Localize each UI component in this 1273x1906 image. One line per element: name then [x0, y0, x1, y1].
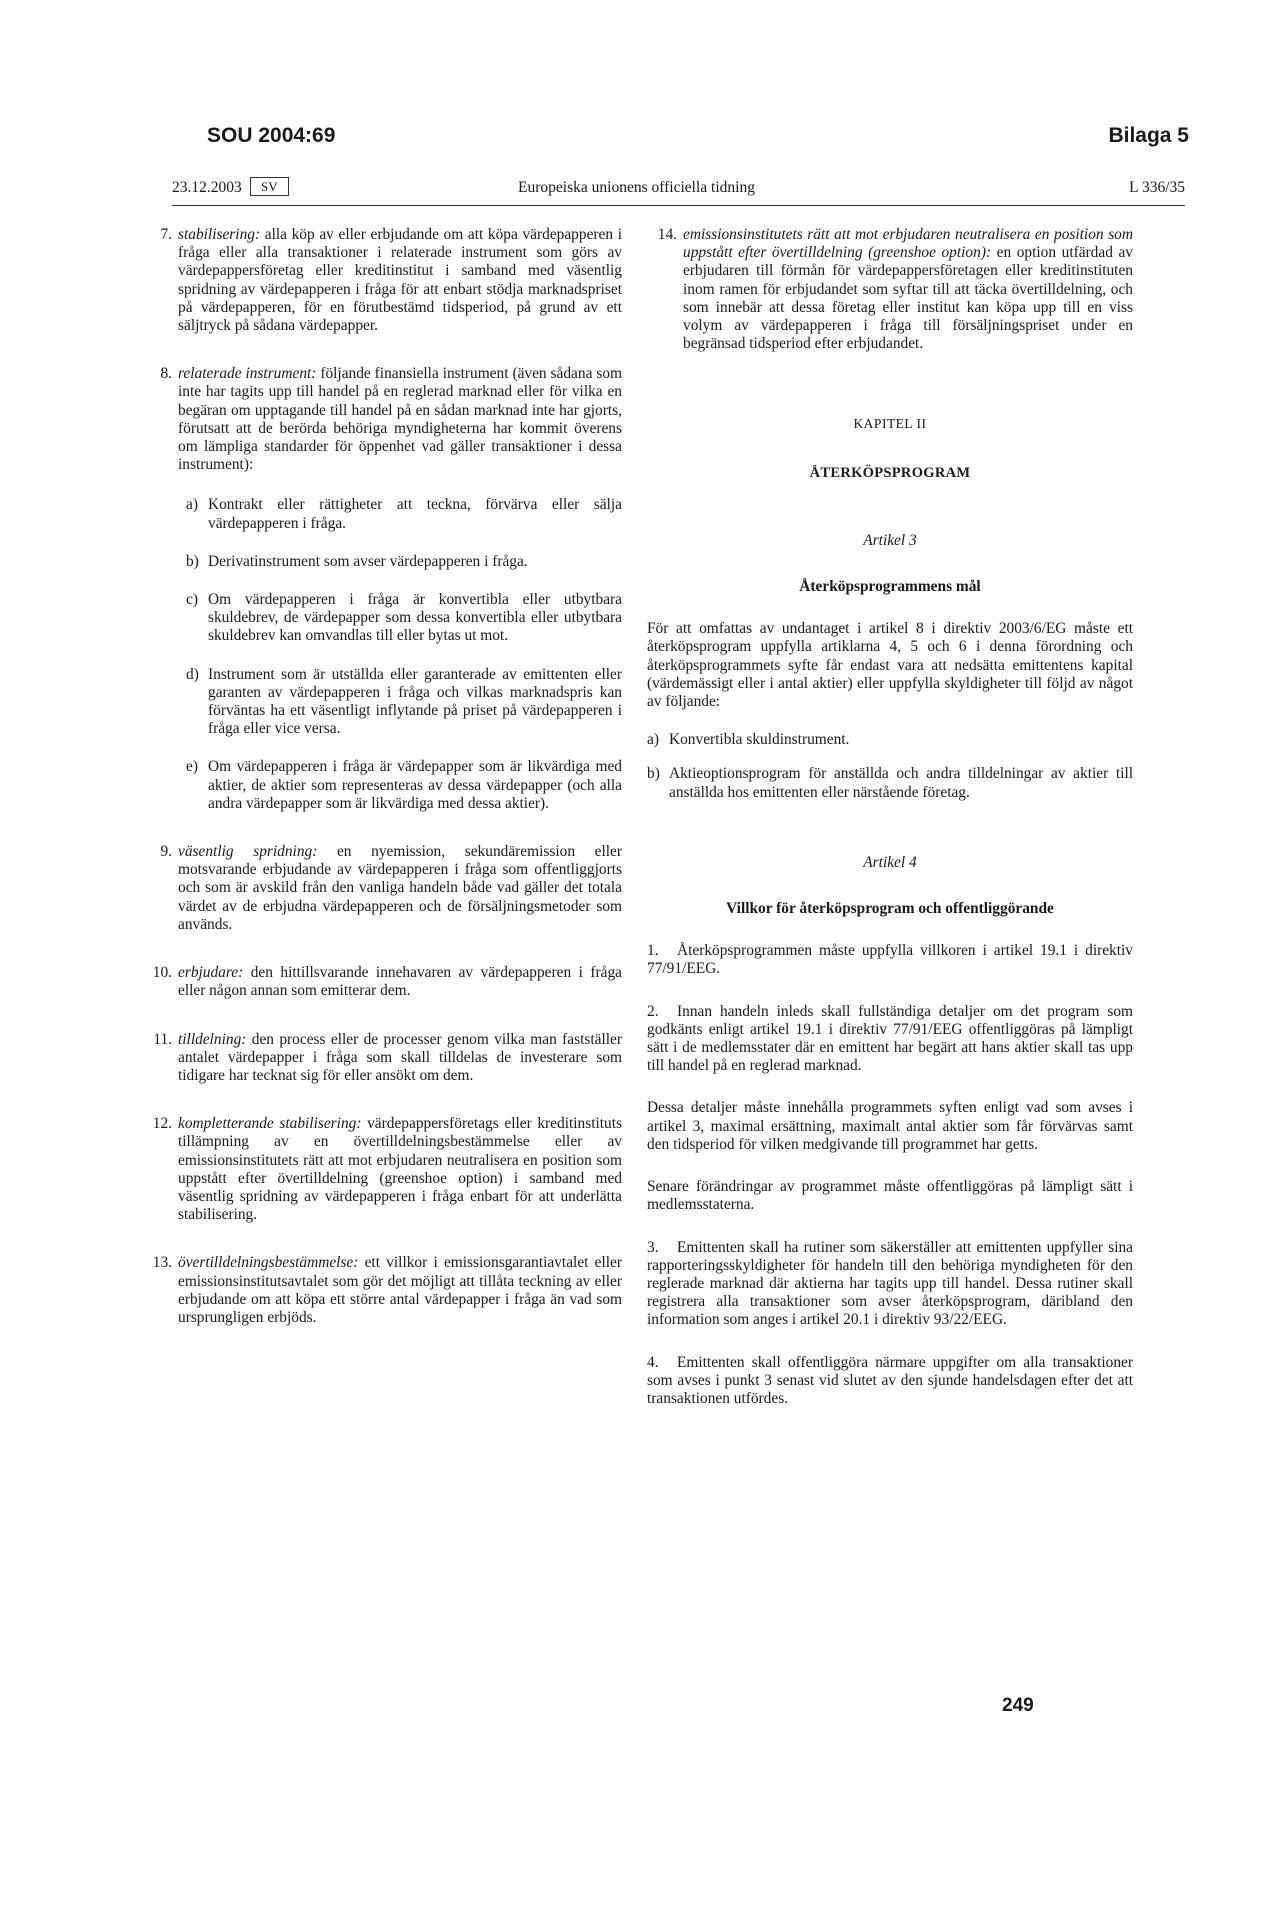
definition-term: stabilisering: [178, 226, 261, 243]
list-item: b) Aktieoptionsprogram för anställda och andra tilldelningar av aktier till anställda hos emittenten eller närstående företag. [647, 765, 1133, 801]
definition-11: 11. tilldelning: den process eller de processer genom vilka man fastställer antalet värdepapper i fråga som skall tilldelas de investerare som tidigare har tecknat sig för eller ansökt om dem. [153, 1030, 622, 1084]
right-column [647, 226, 1133, 1428]
definition-term: relaterade instrument: [178, 365, 317, 383]
article-4-paragraph: 3. Emittenten skall ha rutiner som säkerställer att emittenten uppfyller sina rapporteringsskyldigheter för handeln till den behöriga myndigheten för den reglerade marknad där aktierna har tagits upp till handel. Dessa rutiner skall registrera alla transaktioner som avser återköpsprogram, däribland den information som anges i artikel 20.1 i direktiv 93/22/EEG. [647, 1238, 1133, 1329]
list-item: a) Konvertibla skuldinstrument. [647, 731, 850, 749]
definition-7: 7. stabilisering: alla köp av eller erbjudande om att köpa värdepapperen i fråga eller alla transaktioner i relaterade instrument som görs av värdepappersföretag eller kreditinstitut i samband med väsentlig spridning av värdepapperen i fråga för att enbart stödja marknadspriset på värdepapperen, för en förutbestämd tidsperiod, på grund av ett säljtryck på sådana värdepapper. [160, 226, 622, 335]
language-badge: SV [250, 177, 289, 196]
article-4-paragraph: 1. Återköpsprogrammen måste uppfylla villkoren i artikel 19.1 i direktiv 77/91/EEG. [647, 942, 1133, 978]
article-3-text: För att omfattas av undantaget i artikel 8 i direktiv 2003/6/EG måste ett återköpsprogram uppfylla artiklarna 4, 5 och 6 i denna förordning och återköpsprogrammets syfte får endast vara att nedsätta emittentens kapital (värdemässigt eller i antal aktier) eller uppfylla skyldigheter till följd av något av följande: [647, 620, 1133, 711]
article-4-paragraph: Senare förändringar av programmet måste offentliggöras på lämpligt sätt i medlemsstaterna. [647, 1178, 1133, 1214]
list-item: d) Instrument som är utställda eller garanterade av emittenten eller garanten av värdepapperen i fråga och vilkas marknadspris kan förväntas ha ett väsentligt inflytande på priset på värdepapperen i fråga eller vice versa. [186, 665, 622, 738]
definition-term: emissionsinstitutets rätt att mot erbjudaren neutralisera en position som uppstått efter övertilldelning (greenshoe option): [683, 226, 1133, 262]
definition-term: kompletterande stabilisering: [178, 1115, 362, 1133]
article-4-paragraph: 2. Innan handeln inleds skall fullständiga detaljer om det program som godkänts enligt artikel 19.1 i direktiv 77/91/EEG offentliggöras på lämpligt sätt i de medlemsstater där en emittent har begärt att hans aktier skall tas upp till handel på en reglerad marknad. [647, 1002, 1133, 1075]
definition-term: erbjudare: [178, 964, 244, 982]
definition-14: 14. emissionsinstitutets rätt att mot erbjudaren neutralisera en position som uppstått efter övertilldelning (greenshoe option): en option utfärdad av erbjudaren till förmån för värdepappersföretagen eller kreditinstituten inom ramen för erbjudandet som syftar till att täcka övertilldelning, och som innebär att dessa företag eller institut kan köpa upp till en viss volym av värdepapperen i fråga till försäljningspriset under en begränsad tidsperiod efter erbjudandet. [657, 226, 1133, 353]
left-column [142, 226, 622, 1357]
article-4-paragraph: 4. Emittenten skall offentliggöra närmare uppgifter om alla transaktioner som avses i punkt 3 senast vid slutet av den sjunde handelsdagen efter det att transaktionen utfördes. [647, 1353, 1133, 1407]
chapter-label: KAPITEL II [853, 416, 927, 432]
definition-8: 8. relaterade instrument: följande finansiella instrument (även sådana som inte har tagits upp till handel på en reglerad marknad eller för vilka en begäran om upptagande till handel på en sådan marknad inte har gjorts, förutsatt att de berörda behöriga myndigheterna har kommit överens om lämpliga standarder för öppenhet vad gäller transaktioner i dessa instrument): [160, 365, 622, 474]
definition-9: 9. väsentlig spridning: en nyemission, sekundäremission eller motsvarande erbjudande av värdepapperen i fråga som offentliggjorts och som är avskild från den vanliga handeln både vad gäller det totala värdet av de erbjudna värdepapperen och de försäljningsmetoder som används. [160, 843, 622, 933]
publication-date: 23.12.2003 [172, 179, 242, 196]
journal-title: Europeiska unionens officiella tidning [518, 179, 755, 196]
definition-term: väsentlig spridning: [178, 843, 318, 861]
header-rule [172, 205, 1185, 206]
journal-reference: L 336/35 [1129, 179, 1185, 196]
article-4-title: Villkor för återköpsprogram och offentliggörande [726, 900, 1054, 918]
article-3-title: Återköpsprogrammens mål [799, 578, 981, 596]
definition-13: 13. övertilldelningsbestämmelse: ett villkor i emissionsgarantiavtalet eller emissionsinstitutsavtalet som gör det möjligt att tillåta teckning av eller erbjudande om att köpa ett större antal värdepapper i fråga än vad som ursprungligen erbjöds. [152, 1254, 622, 1326]
list-item: b) Derivatinstrument som avser värdepapperen i fråga. [186, 552, 528, 570]
page-number: 249 [1002, 1695, 1034, 1716]
list-item: a) Kontrakt eller rättigheter att teckna, förvärva eller sälja värdepapperen i fråga. [186, 496, 622, 532]
definition-12: 12. kompletterande stabilisering: värdepappersföretags eller kreditinstituts tillämpning av en övertilldelningsbestämmelse eller av emissionsinstitutets rätt att mot erbjudaren neutralisera en position som uppstått efter övertilldelning (greenshoe option) i samband med väsentlig spridning av värdepapperen i fråga enbart för att underlätta stabilisering. [152, 1115, 622, 1224]
appendix-label: Bilaga 5 [1108, 124, 1189, 147]
definition-10: 10. erbjudare: den hittillsvarande innehavaren av värdepapperen i fråga eller någon annan som emitterar dem. [152, 964, 622, 1000]
article-4-paragraph: Dessa detaljer måste innehålla programmets syften enligt vad som avses i artikel 3, maximal ersättning, maximalt antal aktier som får förvärvas samt den tidsperiod för vilken medgivande till programmet har getts. [647, 1099, 1133, 1153]
definition-term: tilldelning: [178, 1030, 247, 1048]
chapter-title: ÅTERKÖPSPROGRAM [809, 464, 971, 481]
article-3-label: Artikel 3 [863, 531, 917, 549]
document-reference: SOU 2004:69 [207, 124, 336, 147]
article-4-label: Artikel 4 [863, 853, 917, 871]
list-item: c) Om värdepapperen i fråga är konvertibla eller utbytbara skuldebrev, de värdepapper som dessa konvertibla eller utbytbara skuldebrev kan omvandlas till eller bytas ut mot. [186, 591, 622, 645]
list-item: e) Om värdepapperen i fråga är värdepapper som är likvärdiga med aktier, de aktier som representeras av dessa värdepapper (och alla andra värdepapper som är likvärdiga med dessa aktier). [186, 758, 622, 812]
definition-term: övertilldelningsbestämmelse: [178, 1254, 359, 1272]
